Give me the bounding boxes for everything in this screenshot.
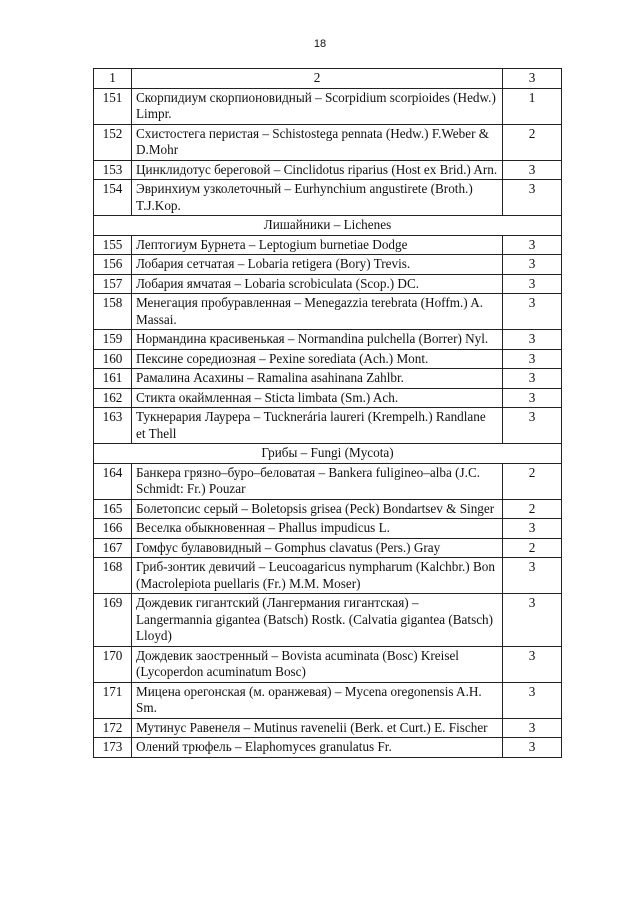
species-name: Дождевик заостренный – Bovista acuminata (Bosc) Kreisel (Lycoperdon acuminatum Bosc)	[132, 646, 503, 682]
species-name: Лептогиум Бурнета – Leptogium burnetiae Dodge	[132, 235, 503, 255]
category: 3	[503, 682, 562, 718]
row-number: 159	[94, 330, 132, 350]
table-row	[94, 235, 562, 255]
category: 3	[503, 646, 562, 682]
page-number: 18	[313, 38, 327, 50]
table-row	[94, 294, 562, 330]
category: 3	[503, 349, 562, 369]
row-number: 157	[94, 274, 132, 294]
species-name: Гриб-зонтик девичий – Leucoagaricus nympharum (Kalchbr.) Bon (Macrolepiota puellaris (Fr.) M.M. Moser)	[132, 558, 503, 594]
species-name: Лобария ямчатая – Lobaria scrobiculata (Scop.) DC.	[132, 274, 503, 294]
table-row	[94, 738, 562, 758]
row-number: 168	[94, 558, 132, 594]
category: 3	[503, 388, 562, 408]
table-row	[94, 160, 562, 180]
category: 3	[503, 519, 562, 539]
row-number: 153	[94, 160, 132, 180]
species-name: Лобария сетчатая – Lobaria retigera (Bory) Trevis.	[132, 255, 503, 275]
table-row	[94, 88, 562, 124]
row-number: 170	[94, 646, 132, 682]
table-row	[94, 682, 562, 718]
species-name: Эвринхиум узколеточный – Eurhynchium angustirete (Broth.) T.J.Kop.	[132, 180, 503, 216]
section-title: Лишайники – Lichenes	[94, 216, 562, 236]
table-row	[94, 519, 562, 539]
table-row	[94, 463, 562, 499]
row-number: 161	[94, 369, 132, 389]
row-number: 172	[94, 718, 132, 738]
row-number: 158	[94, 294, 132, 330]
section-row	[94, 444, 562, 464]
category: 3	[503, 294, 562, 330]
table-row	[94, 594, 562, 647]
header-col-1: 1	[94, 69, 132, 89]
category: 3	[503, 160, 562, 180]
species-name: Тукнерария Лаурера – Tucknerária laureri (Krempelh.) Randlane et Thell	[132, 408, 503, 444]
species-table	[93, 68, 562, 758]
row-number: 171	[94, 682, 132, 718]
row-number: 163	[94, 408, 132, 444]
header-col-2: 2	[132, 69, 503, 89]
species-name: Мутинус Равенеля – Mutinus ravenelii (Berk. et Curt.) E. Fischer	[132, 718, 503, 738]
header-row	[94, 69, 562, 89]
category: 3	[503, 330, 562, 350]
row-number: 151	[94, 88, 132, 124]
species-name: Цинклидотус береговой – Cinclidotus riparius (Host ex Brid.) Arn.	[132, 160, 503, 180]
row-number: 154	[94, 180, 132, 216]
category: 2	[503, 124, 562, 160]
row-number: 155	[94, 235, 132, 255]
row-number: 165	[94, 499, 132, 519]
species-name: Дождевик гигантский (Лангермания гигантская) – Langermannia gigantea (Batsch) Rostk. (Calvatia gigantea (Batsch) Lloyd)	[132, 594, 503, 647]
table-row	[94, 499, 562, 519]
section-title: Грибы – Fungi (Mycota)	[94, 444, 562, 464]
row-number: 173	[94, 738, 132, 758]
species-name: Банкера грязно–буро–беловатая – Bankera fuligineo–alba (J.C. Schmidt: Fr.) Pouzar	[132, 463, 503, 499]
species-name: Рамалина Асахины – Ramalina asahinana Zahlbr.	[132, 369, 503, 389]
category: 3	[503, 408, 562, 444]
species-name: Нормандина красивенькая – Normandina pulchella (Borrer) Nyl.	[132, 330, 503, 350]
table-row	[94, 349, 562, 369]
table-row	[94, 124, 562, 160]
category: 3	[503, 718, 562, 738]
category: 2	[503, 538, 562, 558]
table-body	[94, 69, 562, 758]
species-name: Менегация пробуравленная – Menegazzia terebrata (Hoffm.) A. Massai.	[132, 294, 503, 330]
table-row	[94, 369, 562, 389]
row-number: 156	[94, 255, 132, 275]
species-name: Скорпидиум скорпионовидный – Scorpidium scorpioides (Hedw.) Limpr.	[132, 88, 503, 124]
category: 3	[503, 180, 562, 216]
species-name: Олений трюфель – Elaphomyces granulatus Fr.	[132, 738, 503, 758]
row-number: 167	[94, 538, 132, 558]
header-col-3: 3	[503, 69, 562, 89]
category: 3	[503, 235, 562, 255]
table-row	[94, 646, 562, 682]
table-row	[94, 408, 562, 444]
category: 2	[503, 499, 562, 519]
table-row	[94, 558, 562, 594]
table-row	[94, 180, 562, 216]
species-name: Веселка обыкновенная – Phallus impudicus L.	[132, 519, 503, 539]
species-name: Стикта окаймленная – Sticta limbata (Sm.) Ach.	[132, 388, 503, 408]
species-name: Болетопсис серый – Boletopsis grisea (Peck) Bondartsev & Singer	[132, 499, 503, 519]
table-row	[94, 718, 562, 738]
row-number: 169	[94, 594, 132, 647]
category: 1	[503, 88, 562, 124]
category: 3	[503, 558, 562, 594]
table-row	[94, 330, 562, 350]
row-number: 152	[94, 124, 132, 160]
row-number: 164	[94, 463, 132, 499]
category: 3	[503, 738, 562, 758]
row-number: 166	[94, 519, 132, 539]
category: 2	[503, 463, 562, 499]
species-name: Гомфус булавовидный – Gomphus clavatus (Pers.) Gray	[132, 538, 503, 558]
category: 3	[503, 594, 562, 647]
species-name: Схистостега перистая – Schistostega pennata (Hedw.) F.Weber & D.Mohr	[132, 124, 503, 160]
section-row	[94, 216, 562, 236]
table-row	[94, 388, 562, 408]
species-name: Пексине соредиозная – Pexine sorediata (Ach.) Mont.	[132, 349, 503, 369]
table-row	[94, 538, 562, 558]
category: 3	[503, 274, 562, 294]
row-number: 160	[94, 349, 132, 369]
table-row	[94, 255, 562, 275]
category: 3	[503, 255, 562, 275]
row-number: 162	[94, 388, 132, 408]
table-row	[94, 274, 562, 294]
category: 3	[503, 369, 562, 389]
species-name: Мицена орегонская (м. оранжевая) – Mycena oregonensis A.H. Sm.	[132, 682, 503, 718]
